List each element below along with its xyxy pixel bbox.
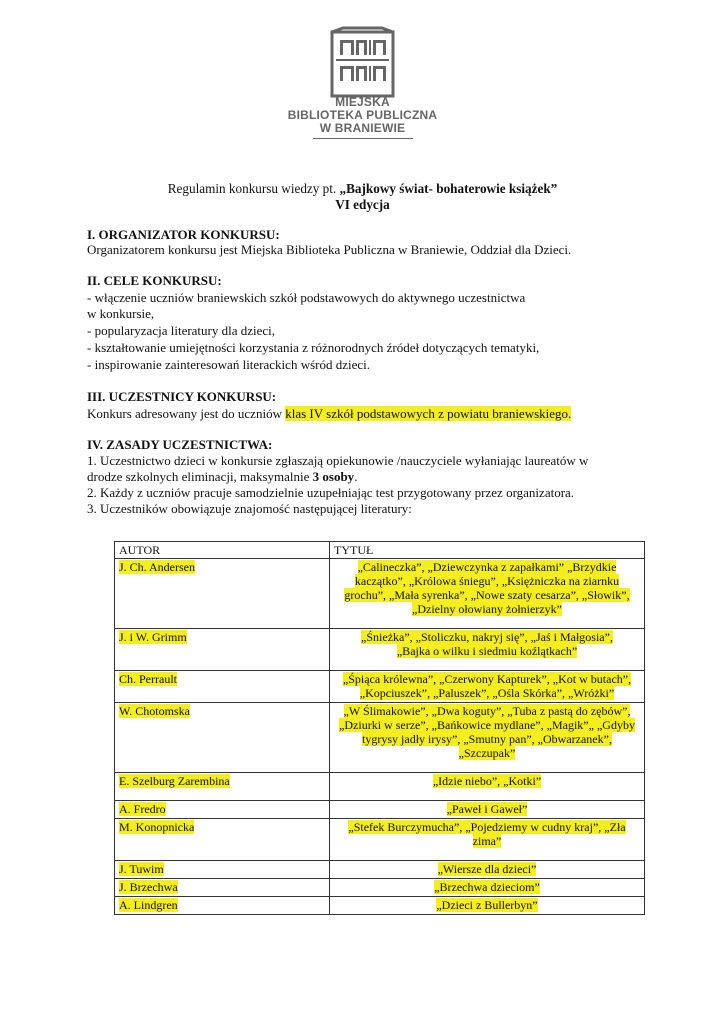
author-cell: [115, 819, 330, 861]
author-cell: [115, 629, 330, 671]
library-logo: [285, 26, 440, 146]
logo-line-3: W BRANIEWIE: [319, 121, 406, 135]
table-row: [115, 801, 645, 819]
author-name: M. Konopnicka: [119, 820, 195, 834]
table-body: [115, 559, 645, 915]
book-titles-line: „Kopciuszek”, „Paluszek”, „Ośla Skórka”, „Wróżki”: [359, 686, 615, 700]
goal-item: w konkursie,: [87, 306, 155, 321]
title-cell: [330, 897, 645, 915]
book-titles-line: tygrysy jadły irysy”, „Smutny pan”, „Obwarzanek”,: [362, 732, 612, 746]
book-titles-line: „Śnieżka”, „Stoliczku, nakryj się”, „Jaś i Małgosia”,: [361, 630, 613, 644]
title-cell: [330, 861, 645, 879]
author-cell: [115, 773, 330, 801]
organizer-text: Organizatorem konkursu jest Miejska Biblioteka Publiczna w Braniewie, Oddział dla Dzieci.: [87, 242, 572, 257]
table-row: [115, 879, 645, 897]
author-name: A. Lindgren: [119, 898, 178, 912]
participants-highlight: klas IV szkół podstawowych z powiatu braniewskiego.: [285, 406, 572, 421]
title-cell: [330, 671, 645, 703]
goal-item: - włączenie uczniów braniewskich szkół podstawowych do aktywnego uczestnictwa: [87, 290, 526, 305]
logo-underline: [313, 138, 413, 139]
author-cell: [115, 879, 330, 897]
book-titles-line: zima”: [472, 834, 502, 848]
author-cell: [115, 861, 330, 879]
rule-1-line-1: 1. Uczestnictwo dzieci w konkursie zgłaszają opiekunowie /nauczyciele wyłaniając laureatów w: [87, 453, 589, 468]
participants-text: [87, 406, 571, 422]
book-titles-line: „Idzie niebo”, „Kotki”: [432, 774, 542, 788]
book-titles-line: „Calineczka”, „Dziewczynka z zapałkami” „Brzydkie: [357, 560, 617, 574]
author-cell: [115, 559, 330, 629]
column-header-author: AUTOR: [115, 542, 330, 559]
author-name: Ch. Perrault: [119, 672, 177, 686]
author-name: J. Tuwim: [119, 862, 164, 876]
table-row: [115, 671, 645, 703]
edition-label: VI edycja: [335, 197, 390, 212]
book-titles-line: „Brzechwa dzieciom”: [434, 880, 540, 894]
table-row: [115, 559, 645, 629]
rule-2: 2. Każdy z uczniów pracuje samodzielnie uzupełniając test przygotowany przez organizatora.: [87, 485, 575, 500]
author-cell: [115, 671, 330, 703]
table-row: [115, 703, 645, 773]
book-titles-line: „Bajka o wilku i siedmiu koźlątkach”: [396, 644, 578, 658]
book-titles-line: „Dzielny ołowiany żołnierzyk”: [412, 602, 562, 616]
title-cell: [330, 559, 645, 629]
logo-line-2: BIBLIOTEKA PUBLICZNA: [287, 108, 438, 122]
book-titles-line: „Dziurki w serze”, „Bańkowice mydlane”, „Magik”„ „Gdyby: [339, 718, 635, 732]
title-prefix: Regulamin konkursu wiedzy pt.: [167, 181, 340, 196]
rule-1-line-2: [87, 469, 357, 485]
author-name: W. Chotomska: [119, 704, 190, 718]
rule-1-text: drodze szkolnych eliminacji, maksymalnie: [87, 469, 313, 484]
goal-item: - inspirowanie zainteresowań literackich wśród dzieci.: [87, 357, 370, 372]
author-name: J. Brzechwa: [119, 880, 178, 894]
author-cell: [115, 801, 330, 819]
book-titles-line: grochu”, „Mała syrenka”, „Nowe szaty cesarza”, „Słowik”,: [344, 588, 630, 602]
title-cell: [330, 703, 645, 773]
book-titles-line: „Śpiąca królewna”, „Czerwony Kapturek”, „Kot w butach”,: [342, 672, 632, 686]
rules-heading: IV. ZASADY UCZESTNICTWA:: [87, 437, 273, 452]
author-name: E. Szelburg Zarembina: [119, 774, 230, 788]
title-cell: [330, 773, 645, 801]
table-header-row: [115, 542, 645, 559]
book-titles-line: kaczątko”, „Królowa śniegu”, „Księżniczka na ziarnku: [354, 574, 620, 588]
table-row: [115, 629, 645, 671]
book-titles-line: „Wiersze dla dzieci”: [437, 862, 537, 876]
max-participants: 3 osoby: [312, 469, 355, 484]
table-row: [115, 861, 645, 879]
goals-heading: II. CELE KONKURSU:: [87, 273, 222, 288]
library-building-icon: [285, 26, 440, 98]
author-name: J. i W. Grimm: [119, 630, 187, 644]
logo-line-1: MIEJSKA: [335, 95, 390, 109]
book-titles-line: „Szczupak”: [458, 746, 516, 760]
title-cell: [330, 879, 645, 897]
goal-item: - kształtowanie umiejętności korzystania z różnorodnych źródeł dotyczących tematyki,: [87, 340, 540, 355]
author-name: J. Ch. Andersen: [119, 560, 195, 574]
table-row: [115, 819, 645, 861]
literature-table: [114, 541, 645, 915]
rule-3: 3. Uczestników obowiązuje znajomość następującej literatury:: [87, 501, 412, 516]
author-cell: [115, 897, 330, 915]
book-titles-line: „W Ślimakowie”, „Dwa koguty”, „Tuba z pastą do zębów”,: [343, 704, 631, 718]
participants-text-start: Konkurs adresowany jest do uczniów: [87, 406, 286, 421]
book-titles-line: „Dzieci z Bullerbyn”: [436, 898, 538, 912]
author-cell: [115, 703, 330, 773]
table-row: [115, 897, 645, 915]
goal-item: - popularyzacja literatury dla dzieci,: [87, 323, 276, 338]
contest-name: „Bajkowy świat- bohaterowie książek”: [339, 181, 558, 196]
title-cell: [330, 629, 645, 671]
participants-heading: III. UCZESTNICY KONKURSU:: [87, 389, 277, 404]
document-title: [0, 181, 725, 197]
book-titles-line: „Stefek Burczymucha”, „Pojedziemy w cudny kraj”, „Zła: [348, 820, 626, 834]
title-cell: [330, 801, 645, 819]
rule-1-end: .: [354, 469, 358, 484]
table-row: [115, 773, 645, 801]
book-titles-line: „Paweł i Gaweł”: [446, 802, 528, 816]
author-name: A. Fredro: [119, 802, 166, 816]
column-header-title: TYTUŁ: [330, 542, 645, 559]
title-cell: [330, 819, 645, 861]
organizer-heading: I. ORGANIZATOR KONKURSU:: [87, 227, 280, 242]
